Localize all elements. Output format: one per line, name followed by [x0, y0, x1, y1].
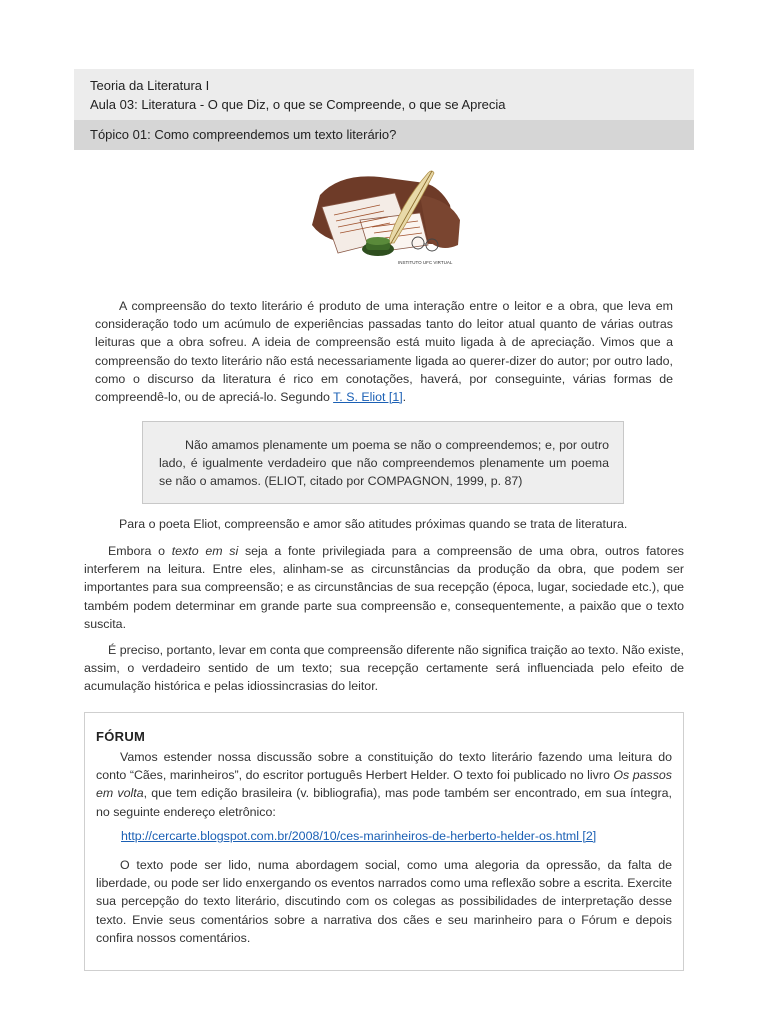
eliot-quote-box [142, 421, 624, 504]
topic-bar [74, 120, 694, 150]
paragraph-conclusion: É preciso, portanto, levar em conta que compreensão diferente não significa traição ao texto. Não existe, assim, o verdadeiro sentido de um texto; sua recepção certamente será influenciada pelo efeito de acumulação histórica e pelas idiossincrasias do leitor. [84, 643, 684, 694]
topic-title: Tópico 01: Como compreendemos um texto literário? [90, 127, 397, 142]
illustration-caption: INSTITUTO UFC VIRTUAL [398, 260, 453, 265]
course-title: Teoria da Literatura I [90, 78, 210, 93]
factors-emphasis: texto em si [171, 544, 239, 558]
quill-inkwell-icon [300, 165, 465, 270]
forum-title: FÓRUM [96, 729, 146, 744]
paragraph-factors [84, 542, 684, 633]
forum-paragraph-instructions: O texto pode ser lido, numa abordagem social, como uma alegoria da opressão, da falta de liberdade, ou pode ser lido enxergando os eventos narrados como uma reflexão sobre a escrita. Exercite sua percepção do texto literário, discutindo com os colegas as possibilidades de interpretação desse texto. Envie seus comentários sobre a narrativa dos cães e seu marinheiro para o Fórum e depois confira nossos comentários. [96, 858, 672, 945]
lesson-title: Aula 03: Literatura - O que Diz, o que se Compreende, o que se Aprecia [90, 97, 506, 112]
paragraph-intro [95, 297, 673, 406]
forum-intro-post: , que tem edição brasileira (v. bibliografia), mas pode também ser encontrado, em sua íntegra, no seguinte endereço eletrônico: [96, 786, 672, 819]
forum-intro-pre: Vamos estender nossa discussão sobre a constituição do texto literário fazendo uma leitura do conto “Cães, marinheiros”, do escritor português Herbert Helder. O texto foi publicado no livro [96, 750, 672, 783]
factors-post: seja a fonte privilegiada para a compreensão de uma obra, outros fatores interferem na leitura. Entre eles, alinham-se as circunstâncias da produção da obra, que podem ser importantes para sua compreensão; e as circunstâncias de sua recepção (época, lugar, sociedade etc.), que também podem determinar em grande parte sua compreensão e, consequentemente, a paixão que o texto suscita. [84, 544, 684, 631]
eliot-quote: Não amamos plenamente um poema se não o compreendemos; e, por outro lado, é igualmente verdadeiro que não compreendemos plenamente um poema se não o amamos. (ELIOT, citado por COMPAGNON, 1999, p. 87) [159, 438, 609, 489]
forum-book-title: Os passos em volta [96, 768, 672, 801]
eliot-link[interactable]: T. S. Eliot [1] [333, 390, 403, 405]
intro-end: . [402, 390, 407, 405]
intro-text: A compreensão do texto literário é produto de uma interação entre o leitor e a obra, que leva em consideração todo um acúmulo de experiências passadas tanto do leitor atual quanto de várias outras leituras que a obra sofreu. A ideia de compreensão está muito ligada à de apreciação. Vimos que a compreensão do texto literário não está necessariamente ligada ao querer-dizer do autor; por outro lado, como o discurso da literatura é rico em conotações, haverá, por conseguinte, várias formas de compreendê-lo, ou de apreciá-lo. Segundo [95, 299, 673, 405]
forum-paragraph-intro [96, 748, 672, 821]
forum-box [84, 712, 684, 971]
lesson-header [74, 69, 694, 120]
paragraph-eliot-comment: Para o poeta Eliot, compreensão e amor são atitudes próximas quando se trata de literatura. [119, 517, 628, 531]
factors-pre: Embora o [108, 544, 172, 558]
forum-story-link[interactable]: http://cercarte.blogspot.com.br/2008/10/ces-marinheiros-de-herberto-helder-os.html [2] [121, 829, 597, 843]
